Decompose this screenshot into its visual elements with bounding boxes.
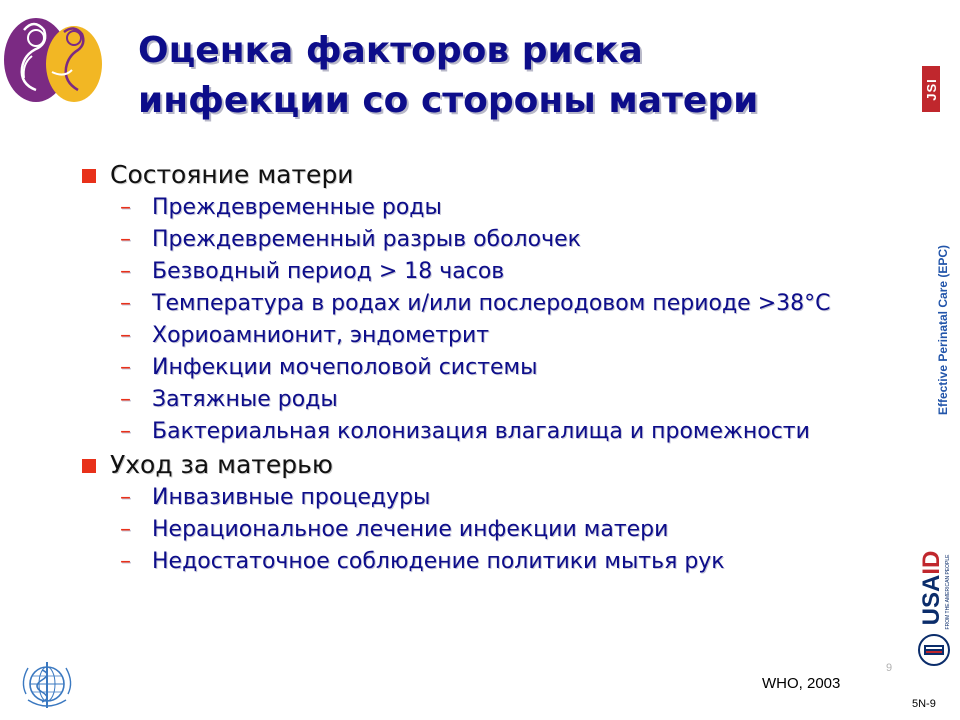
title-line-2: инфекции со стороны матери — [138, 80, 759, 121]
list-item: – Инвазивные процедуры — [120, 485, 431, 510]
slide-code: 5N-9 — [912, 698, 936, 710]
list-item: – Хориоамнионит, эндометрит — [120, 323, 490, 348]
list-item: – Инфекции мочеполовой системы — [120, 355, 538, 380]
section-heading: Уход за матерью — [80, 448, 920, 482]
bullet-square-icon — [82, 169, 96, 183]
jsi-logo — [922, 66, 940, 112]
list-item: – Нерациональное лечение инфекции матери — [120, 517, 669, 542]
slide-title — [138, 26, 898, 126]
list-item: – Безводный период > 18 часов — [120, 259, 505, 284]
list-item: – Преждевременные роды — [120, 195, 442, 220]
list-item: – Температура в родах и/или послеродовом периоде >38°C — [120, 291, 831, 316]
list-item: – Бактериальная колонизация влагалища и промежности — [120, 419, 810, 444]
side-caption: Effective Perinatal Care (EPC) — [936, 244, 950, 416]
citation: WHO, 2003 — [762, 675, 841, 692]
page-number: 9 — [886, 662, 893, 674]
list-item: – Затяжные роды — [120, 387, 338, 412]
jsi-label: JSI — [923, 77, 939, 101]
bullet-square-icon — [82, 459, 96, 473]
usaid-tagline: FROM THE AMERICAN PEOPLE — [945, 554, 951, 630]
section-heading: Состояние матери — [80, 158, 920, 192]
bullet-list — [80, 158, 920, 578]
usaid-seal-icon — [918, 634, 950, 666]
usaid-logo: USAID — [918, 550, 945, 626]
mother-child-logo-icon — [2, 8, 102, 104]
who-emblem-icon — [16, 654, 78, 716]
list-item: – Преждевременный разрыв оболочек — [120, 227, 581, 252]
title-line-1: Оценка факторов риска — [138, 30, 643, 71]
list-item: – Недостаточное соблюдение политики мытья рук — [120, 549, 725, 574]
